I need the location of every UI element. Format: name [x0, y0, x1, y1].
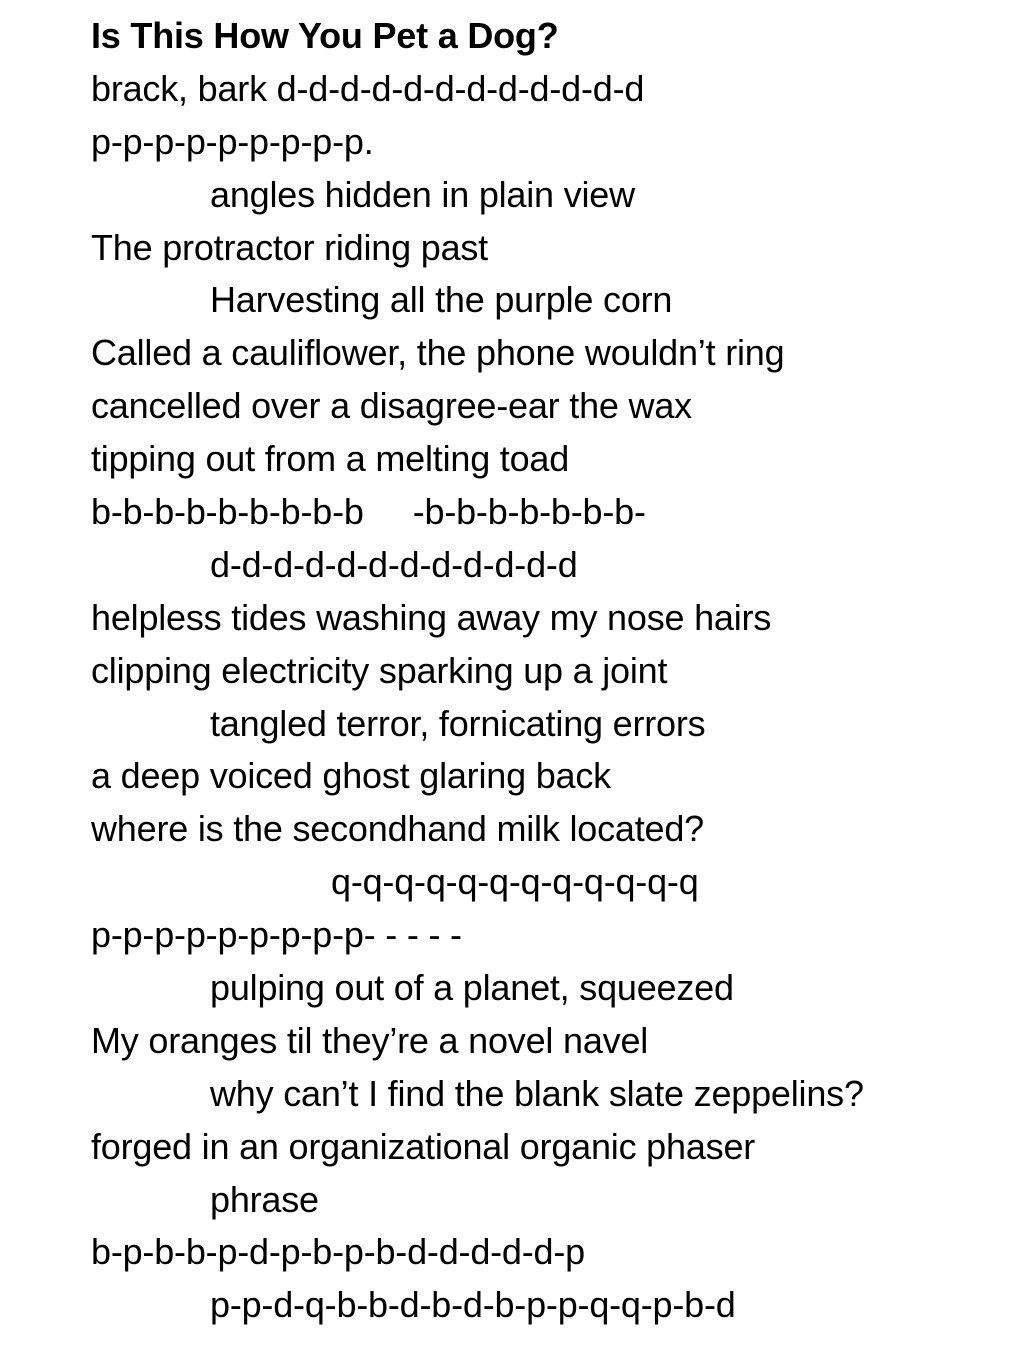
poem-line: tangled terror, fornicating errors — [210, 702, 706, 744]
poem-line: forged in an organizational organic phaser — [91, 1125, 756, 1167]
poem-line: My oranges til they’re a novel navel — [91, 1019, 649, 1061]
poem-line: b-p-b-b-p-d-p-b-p-b-d-d-d-d-d-p — [91, 1231, 585, 1273]
poem-line: q-q-q-q-q-q-q-q-q-q-q-q — [331, 861, 699, 903]
poem-title: Is This How You Pet a Dog? — [91, 15, 559, 56]
poem-line: a deep voiced ghost glaring back — [91, 755, 611, 797]
poem-line: p-p-p-p-p-p-p-p-p- - - - - — [91, 914, 462, 956]
poem — [91, 14, 991, 1336]
poem-line: p-p-d-q-b-b-d-b-d-b-p-p-q-q-p-b-d — [210, 1284, 736, 1326]
poem-line: Harvesting all the purple corn — [210, 279, 673, 321]
poem-line: cancelled over a disagree-ear the wax — [91, 385, 692, 427]
poem-line: helpless tides washing away my nose hairs — [91, 596, 772, 638]
poem-line: p-p-p-p-p-p-p-p-p. — [91, 120, 374, 162]
poem-line: why can’t I find the blank slate zeppelins? — [210, 1072, 864, 1114]
poem-line: Called a cauliflower, the phone wouldn’t ring — [91, 332, 785, 374]
poem-line: angles hidden in plain view — [210, 173, 635, 215]
poem-line: brack, bark d-d-d-d-d-d-d-d-d-d-d-d — [91, 67, 645, 109]
poem-line: The protractor riding past — [91, 226, 488, 268]
poem-line: tipping out from a melting toad — [91, 438, 570, 480]
poem-line: b-b-b-b-b-b-b-b-b -b-b-b-b-b-b-b- — [91, 491, 646, 533]
poem-line: pulping out of a planet, squeezed — [210, 967, 734, 1009]
poem-line: where is the secondhand milk located? — [91, 808, 704, 850]
poem-line: clipping electricity sparking up a joint — [91, 649, 668, 691]
poem-line: phrase — [210, 1178, 319, 1220]
poem-line: d-d-d-d-d-d-d-d-d-d-d-d — [210, 543, 578, 585]
